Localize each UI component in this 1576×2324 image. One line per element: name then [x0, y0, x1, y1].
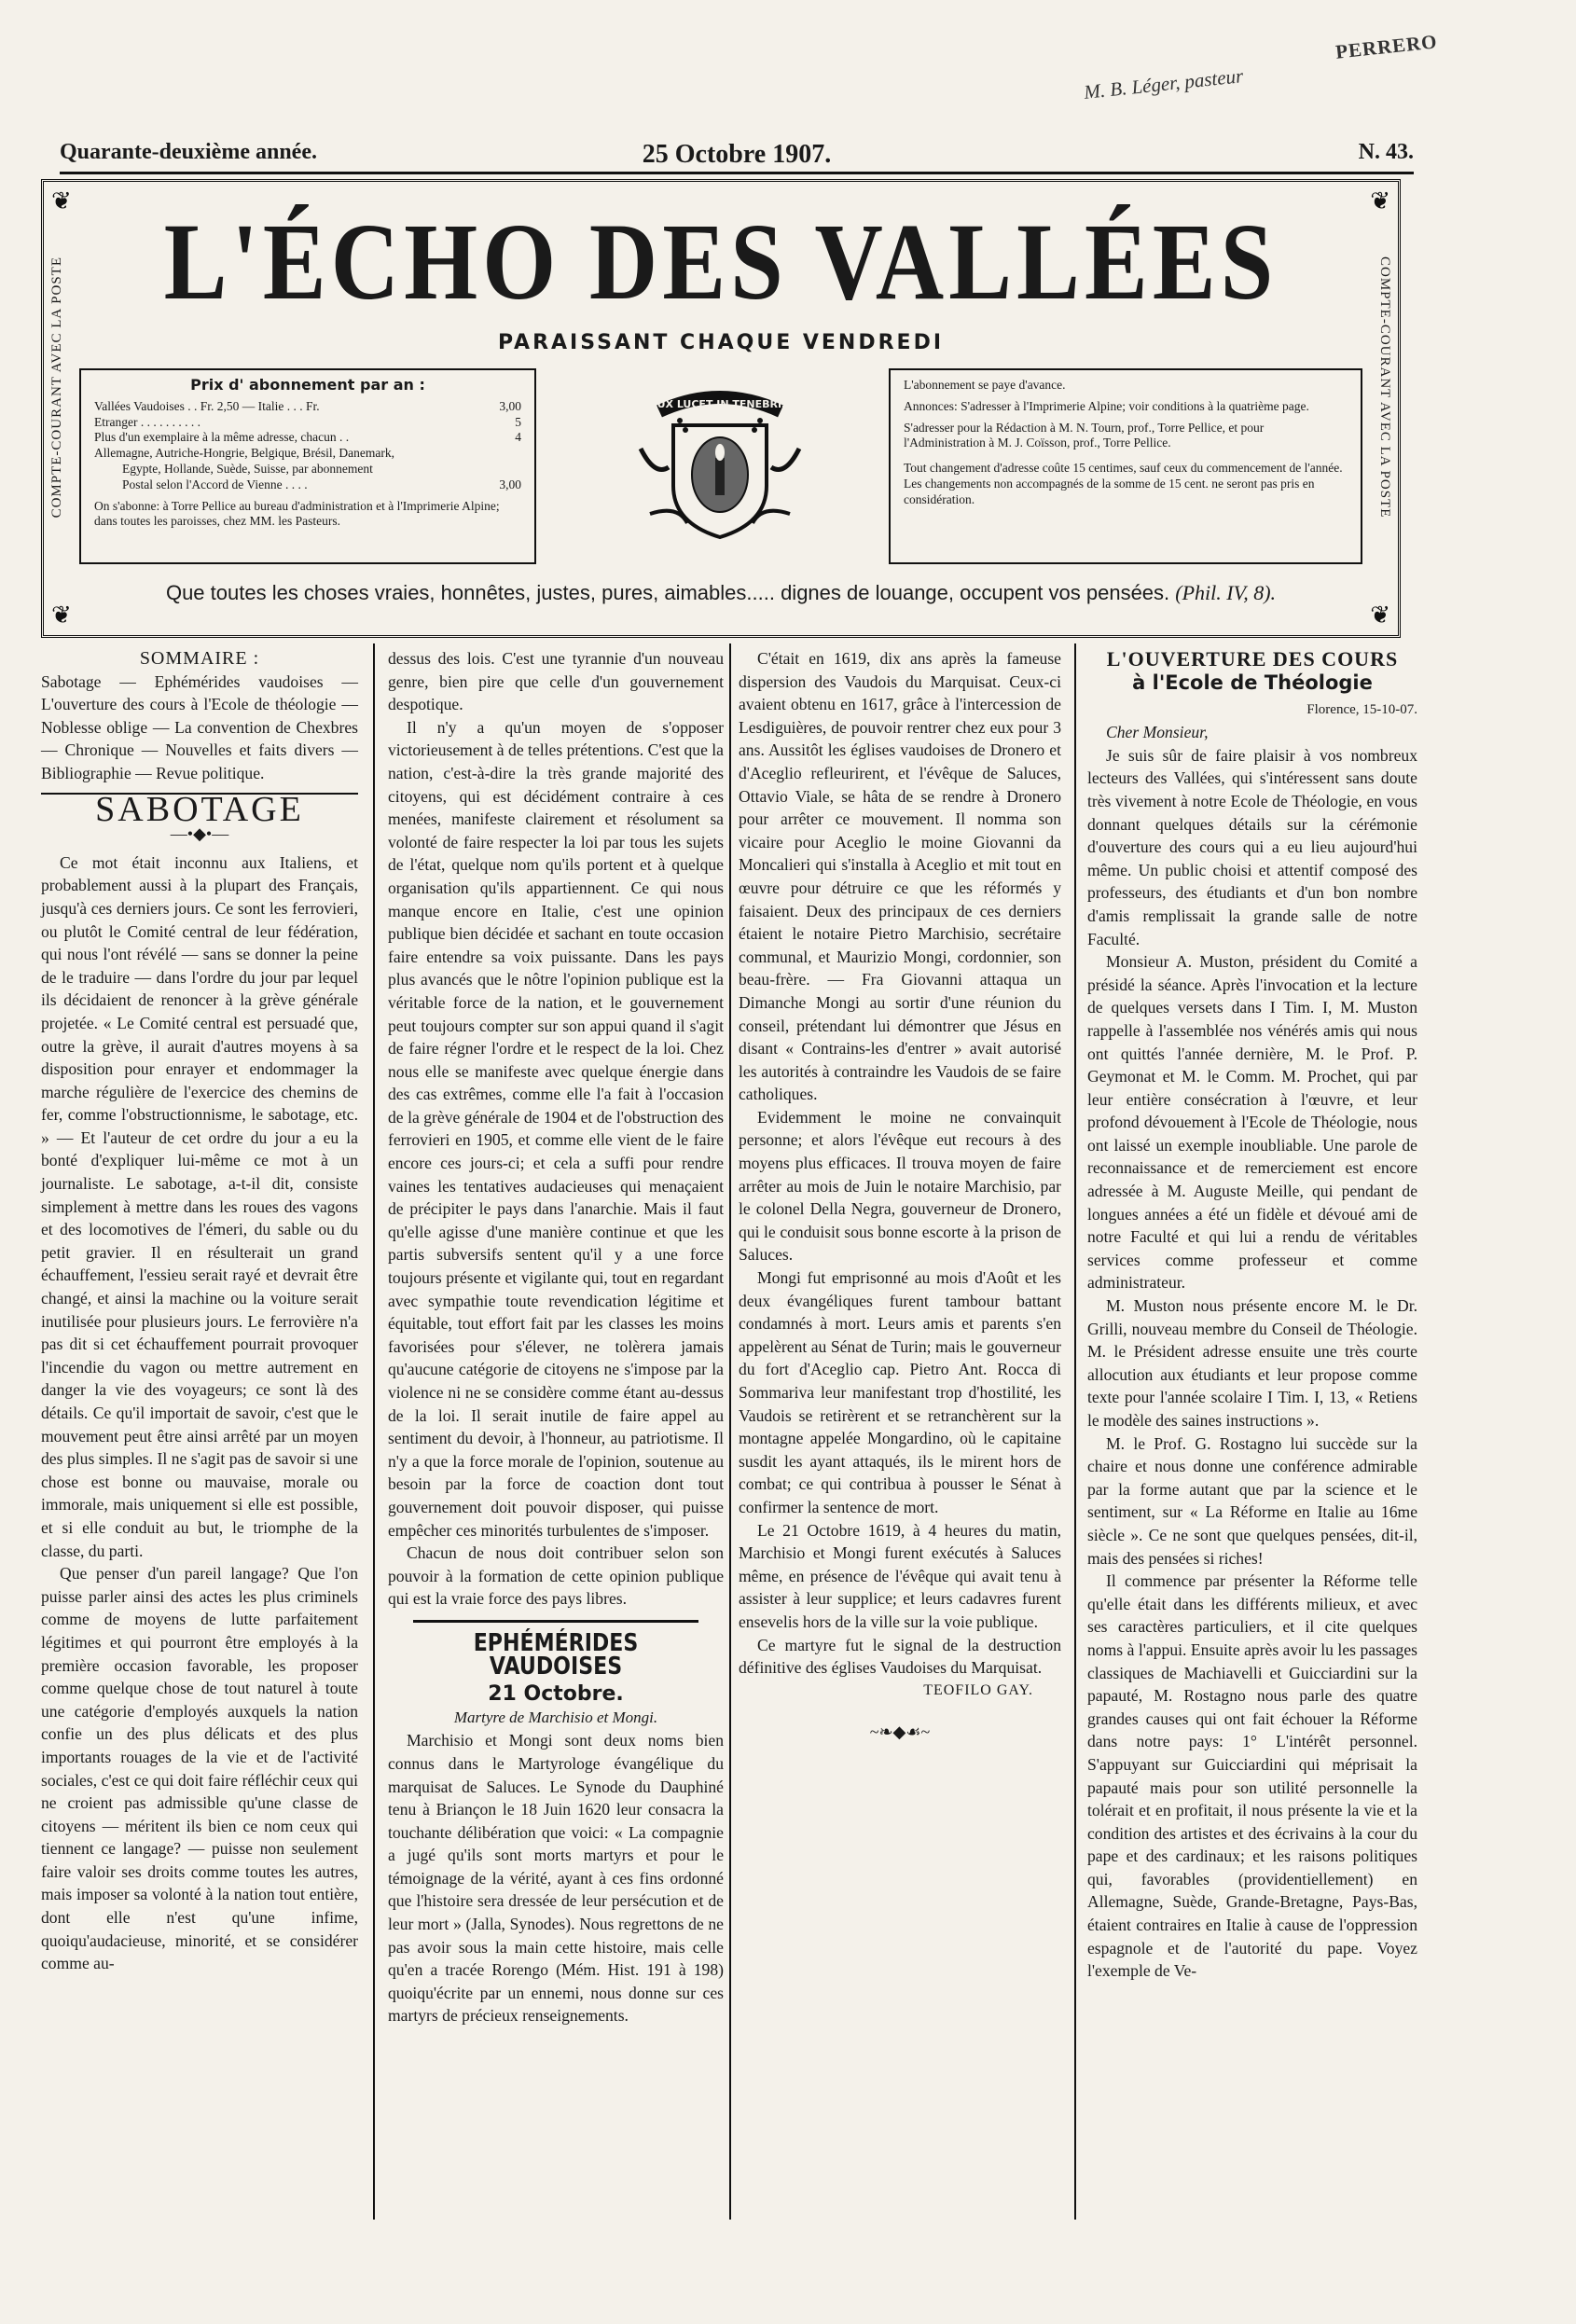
side-text-left: COMPTE-COURANT AVEC LA POSTE — [49, 256, 64, 519]
signature: TEOFILO GAY. — [923, 1681, 1033, 1698]
paragraph: M. Muston nous présente encore M. le Dr. Grilli, nouveau membre du Conseil de Théologie. M. le Président adresse ensuite une très courte allocution aux étudiants et leur propose comme texte pour l'année scolaire I Tim. I, 13, « Retiens le modèle des saines instructions ». — [1087, 1296, 1417, 1430]
column-4 — [1087, 647, 1417, 1983]
column-1 — [41, 647, 358, 1975]
masthead — [41, 179, 1401, 638]
corner-ornament-icon: ❦ — [51, 602, 72, 629]
info-line: Tout changement d'adresse coûte 15 centimes, sauf ceux du commencement de l'année. — [904, 461, 1343, 476]
price-row: Plus d'un exemplaire à la même adresse, chacun . . 4 — [94, 430, 521, 445]
paragraph: dessus des lois. C'est une tyrannie d'un nouveau genre, bien pire que celle d'un gouvernement despotique. — [388, 649, 724, 714]
price-row: Egypte, Hollande, Suède, Suisse, par abonnement — [122, 461, 373, 476]
info-line: L'abonnement se paye d'avance. — [904, 378, 1066, 392]
sommaire-text: Sabotage — Ephémérides vaudoises — L'ouverture des cours à l'Ecole de théologie — Noblesse oblige — La convention de Chexbres — Chronique — Nouvelles et faits divers — Bibliographie — Revue politique. — [41, 671, 358, 782]
corner-ornament-icon: ❦ — [1370, 187, 1390, 214]
price-row: Etranger . . . . . . . . . . 5 — [94, 414, 521, 429]
paragraph: C'était en 1619, dix ans après la fameuse dispersion des Vaudois du Marquisat. Ceux-ci avaient obtenu en 1617, grâce à l'intercession de Lesdiguières, de pouvoir rentrer chez eux pour 3 ans. Aussitôt les églises vaudoises de Dronero et d'Aceglio refleurirent, et l'évêque de Saluces, Ottavio Viale, se hâta de se rendre à Dronero pour arrêter ce mouvement. Il nomma son vicaire pour Aceglio le moine Giovanni da Moncalieri qui s'installa à Aceglio et mit tout en œuvre pour détruire ce que les réformés y faisaient. Deux des principaux de ces derniers étaient le notaire Pietro Marchisio, secrétaire communal, et Maurizio Mongi, cordonnier, son beau-frère. — Fra Giovanni attaqua un Dimanche Mongi au sortir d'une réunion du conseil, prétendant lui démontrer que Jésus en disant « Contrains-les d'entrer » avait autorisé les autorités à contraindre les Vaudois de se faire catholiques. — [739, 649, 1061, 1104]
price-row: Vallées Vaudoises . . Fr. 2,50 — Italie . . . Fr. 3,00 — [94, 398, 521, 413]
paragraph: Je suis sûr de faire plaisir à vos nombreux lecteurs des Vallées, qui s'intéressent sans doute très vivement à notre Ecole de Théologie, en vous donnant quelques détails sur la cérémonie d'ouverture des cours qui a eu lieu aujourd'hui même. Un public choisi et attentif composé des professeurs, des étudiants et d'un bon nombre d'amis remplissait la grande salle de notre Faculté. — [1087, 745, 1417, 948]
newspaper-subtitle: PARAISSANT CHAQUE VENDREDI — [497, 331, 945, 354]
dateline: Florence, 15-10-07. — [1306, 701, 1417, 717]
subscription-prices — [79, 368, 536, 564]
info-line: Les changements non accompagnés de la somme de 15 cent. ne seront pas pris en considération. — [904, 476, 1315, 506]
motto-reference: (Phil. IV, 8). — [1175, 581, 1277, 604]
salutation: Cher Monsieur, — [1106, 723, 1209, 742]
publication-info — [889, 368, 1362, 564]
info-line: Annonces: S'adresser à l'Imprimerie Alpine; voir conditions à la quatrième page. — [904, 398, 1309, 413]
paragraph: M. le Prof. G. Rostagno lui succède sur la chaire et nous donne une conférence admirable par la forme autant que par la science et le sentiment, sur « La Réforme en Italie au 16me siècle ». Ce ne sont que quelques pensées, dit-il, mais des pensées si riches! — [1087, 1433, 1417, 1568]
paragraph: Il commence par présenter la Réforme telle qu'elle était dans les différents milieux, et avec ses caractères particuliers, et il cite quelques noms à l'appui. Ensuite après avoir lu les passages classiques de Machiavelli et Guicciardini sur la papauté, M. Rostagno nous parle des quatre grandes causes qui ont fait échouer la Réforme dans notre pays: 1° L'intérêt personnel. S'appuyant sur Guicciardini qui méprisait la papauté mais pour son utilité personnelle la tolérait et en profitait, il nous présente la vie et la condition des artistes et des écrivains à la cour du pape et des cardinaux; et les raisons politiques qui, favorables (providentiellement) en Allemagne, Suède, Grande-Bretagne, Pays-Bas, étaient contraires en Italie à cause de l'oppression espagnole et de l'autorité du pape. Voyez l'exemple de Ve- — [1087, 1571, 1417, 1981]
column-rule — [1074, 643, 1076, 2220]
newspaper-title: L'ÉCHO DES VALLÉES — [163, 201, 1279, 323]
paragraph: Monsieur A. Muston, président du Comité a présidé la séance. Après l'invocation et la lecture de quelques versets dans I Tim. I, M. Muston rappelle à l'assemblée nos vénérés amis qui nous ont quittés l'année dernière, M. le Prof. P. Geymonat et M. le Comm. M. Prochet, qui par leur entière consécration à l'œuvre, et leur profond dévouement à l'Ecole de Théologie, nous ont laissé un exemple inoubliable. Une parole de reconnaissance et de remerciement est encore adressée à M. Auguste Meille, qui pendant de longues années a été un fidèle et dévoué ami de notre Faculté et qui lui a rendu de véritables services comme professeur et comme administrateur. — [1087, 952, 1417, 1293]
price-row: Postal selon l'Accord de Vienne . . . . 3,00 — [122, 477, 521, 491]
sommaire-title: SOMMAIRE : — [139, 648, 260, 669]
column-2 — [388, 647, 724, 2027]
info-line: S'adresser pour la Rédaction à M. N. Tourn, prof., Torre Pellice, et pour l'Administration à M. J. Coïsson, prof., Torre Pellice. — [904, 420, 1265, 450]
sabotage-title: SABOTAGE — [41, 793, 358, 822]
divider-swash-icon: —•◆•— — [170, 824, 229, 844]
dateline-bar — [60, 140, 1414, 174]
stamp-perrero: PERRERO — [1334, 30, 1439, 63]
paragraph: Le 21 Octobre 1619, à 4 heures du matin, Marchisio et Mongi furent exécutés à Saluces même, en présence de l'évêque qui avait tenu à assister à leur supplice; et leurs cadavres furent ensevelis hors de la ville sur la voie publique. — [739, 1520, 1061, 1631]
ephemerides-date: 21 Octobre. — [488, 1682, 624, 1707]
column-3 — [739, 647, 1061, 1750]
paragraph: Chacun de nous doit contribuer selon son pouvoir à la formation de cette opinion publique qui est la vraie force des pays libres. — [388, 1543, 724, 1609]
paragraph: Evidemment le moine ne convainquit personne; et alors l'évêque eut recours à des moyens plus efficaces. Il trouva moyen de faire arrêter au mois de Juin le notaire Marchisio, par le colonel Della Negra, gouverneur de Dronero, qui le conduisit sous bonne escorte à la prison de Saluces. — [739, 1107, 1061, 1265]
column-rule — [729, 643, 731, 2220]
subscription-note: On s'abonne: à Torre Pellice au bureau d'administration et à l'Imprimerie Alpine; dans toutes les paroisses, chez MM. les Pasteurs. — [94, 498, 500, 529]
issue-date: 25 Octobre 1907. — [642, 140, 832, 169]
ephemerides-subtitle: Martyre de Marchisio et Mongi. — [453, 1708, 658, 1726]
column-rule — [373, 643, 375, 2220]
paragraph: Mongi fut emprisonné au mois d'Août et les deux évangéliques furent tambour battant condamnés à mort. Leurs amis et parents s'en appelèrent au Sénat de Turin; mais le gouverneur du fort d'Aceglio cap. Pietro Ant. Rocca di Sommariva leur manifestant trop d'hostilité, les Vaudois se retirèrent et se retranchèrent sur la montagne appelée Mongardino, où le capitaine susdit les ayant attaqués, ils le mirent hors de combat; ce qui contribua à pousser le Sénat à confirmer la sentence de mort. — [739, 1268, 1061, 1516]
paragraph: Ce martyre fut le signal de la destruction définitive des églises Vaudoises du Marquisat. — [739, 1635, 1061, 1678]
issue-number: N. 43. — [1358, 140, 1414, 164]
motto: Que toutes les choses vraies, honnêtes, justes, pures, aimables..... dignes de louange, occupent vos pensées. (Phil. IV, 8). — [165, 581, 1277, 604]
ouverture-title: L'OUVERTURE DES COURS — [1106, 647, 1399, 671]
stamp-leger: M. B. Léger, pasteur — [1083, 64, 1245, 104]
prices-heading: Prix d' abonnement par an : — [190, 376, 425, 394]
price-row: Allemagne, Autriche-Hongrie, Belgique, Brésil, Danemark, — [94, 446, 395, 461]
paragraph: Il n'y a qu'un moyen de s'opposer victorieusement à de telles prétentions. C'est que la nation, c'est-à-dire la très grande majorité des citoyens, qui est décidément contraire à ces menées, manifeste clairement et résolument sa volonté de faire respecter la loi par tous les sujets de l'état, quelque nom qu'ils portent et à quelque organisation qu'ils appartiennent. Ce qui nous manque encore en Italie, c'est une opinion publique bien décidée et sachant en toute occasion faire entendre sa voix puissante. Dans les pays plus avancés que le nôtre l'opinion publique est la véritable force de la nation, et le gouvernement peut toujours compter sur son appui quand il s'agit de faire régner l'ordre et le respect de la loi. Chez nous elle se manifeste avec quelque énergie dans des cas extrêmes, comme elle l'a fait à l'occasion de la grève générale de 1904 et de l'obstruction des ferrovieri en 1905, et comme elle vient de le faire encore ces jours-ci; et cela a suffi pour rendre vaines les tentatives audacieuses qui menaçaient de précipiter le pays dans l'anarchie. Mais il faut qu'elle agisse d'une manière continue et que les partis subversifs sentent qu'il y a une force toujours présente et vigilante qui, tout en regardant avec sympathie toute revendication légitime et équitable, tout effort fait par les classes les moins favorisées pour s'élever, ne tolèrera jamais qu'aucune catégorie de citoyens ne s'impose par la violence ni ne se considère comme étant au-dessus de la loi. Il serait inutile de faire appel au sentiment du devoir, à l'honneur, au patriotisme. Il n'y a que la force morale de l'opinion, soutenue au besoin par la force de coaction dont tout gouvernement doit pouvoir disposer, qui puisse empêcher ces minorités turbulentes de s'imposer. — [388, 717, 724, 1540]
corner-ornament-icon: ❦ — [1370, 602, 1390, 629]
side-text-right: COMPTE-COURANT AVEC LA POSTE — [1377, 256, 1392, 519]
paragraph: Ce mot était inconnu aux Italiens, et probablement aussi à la plupart des Français, jusqu'à ces derniers jours. Ce sont les ferrovieri, ou plutôt le Comité central de leur fédération, qui nous l'ont révélé — sans se donner la peine de le traduire — dans l'ordre du jour par lequel ils décidaient de renoncer à la grève générale projetée. « Le Comité central est persuadé que, outre la grève, il aurait d'autres moyens à sa disposition pour enrayer et endommager la marche régulière de l'exercice des chemins de fer, comme l'obstructionnisme, le sabotage, etc. » — Et l'auteur de cet ordre du jour a eu la bonté d'expliquer lui-même ce mot à un journaliste. Le sabotage, a-t-il dit, consiste simplement à mettre dans les roues des vagons et des locomotives de l'émeri, du sable ou du petit gravier. Il en résulterait un grand échauffement, l'essieu serait rayé et devrait être changé, et ainsi la machine ou la voiture serait inutilisée pour plusieurs jours. Le ferrovière n'a pas dit si cet échauffement pourrait provoquer l'incendie du vagon ou mettre autrement en danger la vie des voyageurs; ce sont là des détails. Ce qu'il importait de savoir, c'est que le mouvement peut être ainsi arrêté par un moyen des plus simples. Il ne s'agit pas de savoir si une chose est bonne ou mauvaise, morale ou immorale, mais uniquement si elle est possible, et si elle conduit au but, le triomphe de la classe, du parti. — [41, 852, 358, 1560]
corner-ornament-icon: ❦ — [51, 187, 72, 214]
paragraph: Marchisio et Mongi sont deux noms bien connus dans le Martyrologe évangélique du marquisat de Saluces. Le Synode du Dauphiné tenu à Briançon le 18 Juin 1620 leur consacra la touchante délibération que voici: « La compagnie a jugé qu'ils sont morts martyrs et pour le témoignage de la vérité, ayant à ces fins ordonné que l'histoire sera dressée de leur persécution et de leur mort » (Jalla, Synodes). Nous regrettons de ne pas avoir sous la main cette histoire, mais celle qu'en a tracée Rorengo (Mém. Hist. 191 à 198) quoiqu'écrite par un ennemi, nous donne sur ces martyrs de précieux renseignements. — [388, 1731, 724, 2026]
publication-year: Quarante-deuxième année. — [60, 140, 317, 164]
lux-lucet-seal-icon — [622, 374, 818, 560]
ephemerides-title: EPHÉMÉRIDES VAUDOISES — [413, 1620, 698, 1678]
ouverture-subtitle: à l'Ecole de Théologie — [1132, 671, 1373, 694]
end-ornament-icon: ~❧◆☙~ — [869, 1722, 931, 1742]
paragraph: Que penser d'un pareil langage? Que l'on puisse parler ainsi des actes les plus criminels comme de moyens de lutte parfaitement légitimes et qui pourront être employés à la première occasion favorable, les proposer comme quelque chose de tout naturel à toute une catégorie d'employés auxquels la nation confie un des plus délicats et des plus importants rouages de la vie et de l'activité sociales, c'est ce qui doit faire réfléchir ceux qui ne croient pas admissible qu'une classe de citoyens — méritent ils bien ce nom ceux qui tiennent ce langage? — puisse non seulement faire valoir ses droits comme toutes les autres, mais imposer sa volonté à la nation tout entière, dont elle n'est qu'une infime, quoiqu'audacieuse, minorité, et se considérer comme au- — [41, 1564, 358, 1973]
seal-motto: LUX LUCET IN TENEBRIS — [650, 398, 790, 410]
